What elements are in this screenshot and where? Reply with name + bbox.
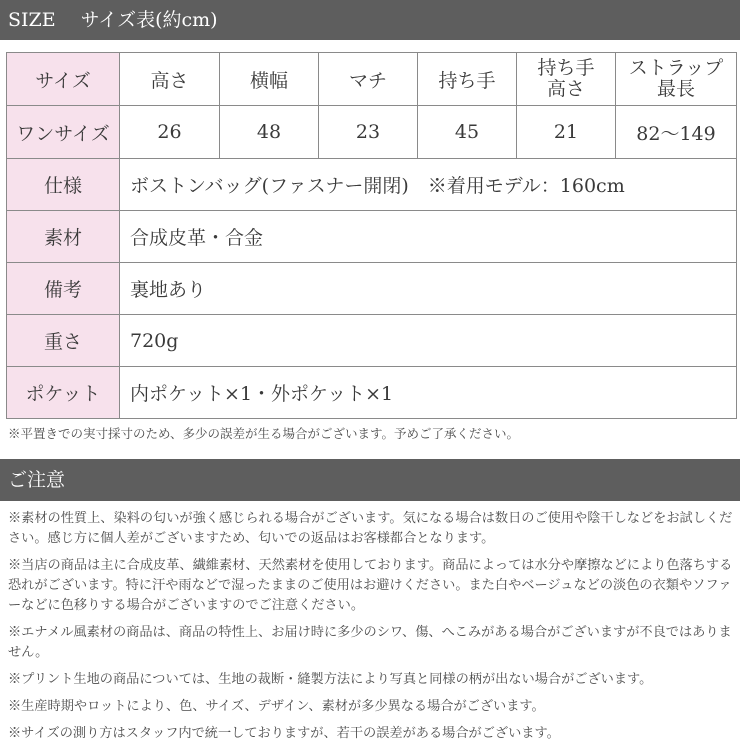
value-handle: 45 bbox=[418, 106, 517, 159]
value-height: 26 bbox=[120, 106, 220, 159]
value-strap-max: 82～149 bbox=[616, 106, 737, 159]
table-row bbox=[7, 263, 737, 315]
value-gusset: 23 bbox=[319, 106, 418, 159]
header-strap-max-line1: ストラップ bbox=[628, 57, 724, 79]
header-handle: 持ち手 bbox=[418, 53, 517, 106]
caution-item: ※生産時期やロットにより、色、サイズ、デザイン、素材が多少異なる場合がございます。 bbox=[8, 699, 545, 714]
header-handle-height-line1: 持ち手 bbox=[537, 57, 595, 79]
value-width: 48 bbox=[220, 106, 319, 159]
remarks-value: 裏地あり bbox=[120, 263, 737, 315]
caution-item: ※素材の性質上、染料の匂いが強く感じられる場合がございます。気になる場合は数日のご使用や陰干しなどをお試しください。感じ方に個人差がございますため、匂いでの返品はお客様都合となります。 bbox=[8, 511, 733, 546]
caution-item: ※エナメル風素材の商品は、商品の特性上、お届け時に多少のシワ、傷、へこみがある場合がございますが不良ではありません。 bbox=[8, 625, 732, 660]
size-section-header: SIZE サイズ表(約cm) bbox=[0, 0, 740, 40]
table-row bbox=[7, 367, 737, 419]
caution-section-header: ご注意 bbox=[0, 459, 740, 501]
material-value: 合成皮革・合金 bbox=[120, 211, 737, 263]
weight-value: 720g bbox=[120, 315, 737, 367]
pocket-value: 内ポケット×1・外ポケット×1 bbox=[120, 367, 737, 419]
header-handle-height-line2: 高さ bbox=[546, 78, 585, 100]
header-strap-max-line2: 最長 bbox=[656, 78, 695, 100]
value-handle-height: 21 bbox=[517, 106, 616, 159]
pocket-label: ポケット bbox=[7, 367, 120, 419]
remarks-label: 備考 bbox=[7, 263, 120, 315]
weight-label: 重さ bbox=[7, 315, 120, 367]
table-header-row bbox=[7, 53, 737, 106]
table-row bbox=[7, 211, 737, 263]
material-label: 素材 bbox=[7, 211, 120, 263]
header-width: 横幅 bbox=[220, 53, 319, 106]
measurement-note: ※平置きでの実寸採寸のため、多少の誤差が生る場合がございます。予めご了承ください。 bbox=[8, 426, 520, 441]
table-row bbox=[7, 159, 737, 211]
header-height: 高さ bbox=[120, 53, 220, 106]
caution-item: ※当店の商品は主に合成皮革、繊維素材、天然素材を使用しております。商品によっては水分や摩擦などにより色落ちする恐れがございます。特に汗や雨などで湿ったままのご使用はお避けください。また白やベージュなどの淡色の衣類やソファーなどに色移りする場合がございますのでご注意ください。 bbox=[8, 558, 733, 613]
caution-item: ※サイズの測り方はスタッフ内で統一しておりますが、若干の誤差がある場合がございます。 bbox=[8, 726, 560, 741]
caution-list bbox=[8, 509, 734, 751]
header-size: サイズ bbox=[7, 53, 120, 106]
spec-label: 仕様 bbox=[7, 159, 120, 211]
table-row bbox=[7, 315, 737, 367]
spec-value: ボストンバッグ(ファスナー開閉) ※着用モデル：160cm bbox=[120, 159, 737, 211]
table-row bbox=[7, 106, 737, 159]
header-gusset: マチ bbox=[319, 53, 418, 106]
header-strap-max bbox=[616, 53, 737, 106]
size-table bbox=[6, 52, 737, 419]
size-label: ワンサイズ bbox=[7, 106, 120, 159]
caution-item: ※プリント生地の商品については、生地の裁断・縫製方法により写真と同様の柄が出ない場合がございます。 bbox=[8, 672, 653, 687]
header-handle-height bbox=[517, 53, 616, 106]
